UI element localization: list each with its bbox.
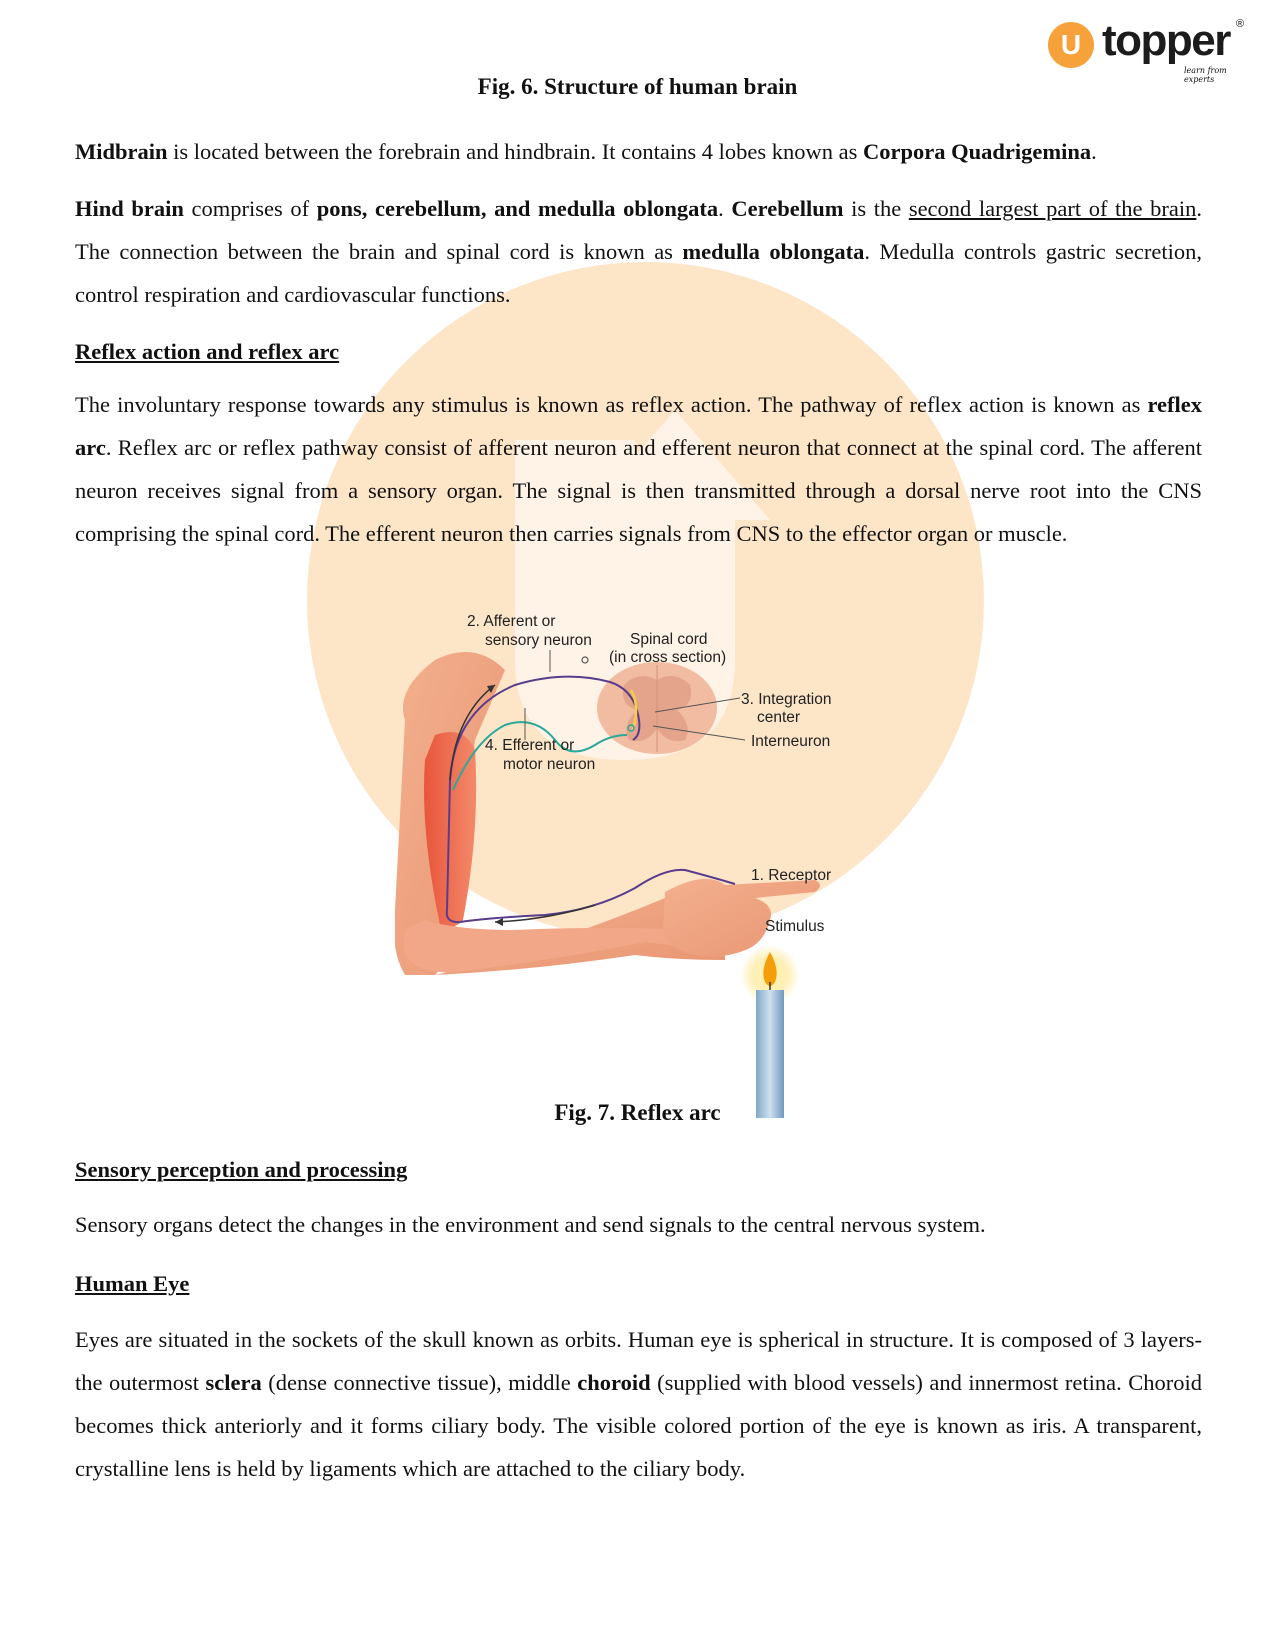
logo-wordmark: topper xyxy=(1102,16,1230,65)
hindbrain-parts: pons, cerebellum, and medulla oblongata xyxy=(316,196,719,221)
second-largest-underlined: second largest part of the brain xyxy=(908,196,1197,221)
label-receptor: 1. Receptor xyxy=(751,867,832,884)
hindbrain-text-end: . Medulla controls gastric secretion, control respiration and cardiovascular functions. xyxy=(75,239,1202,307)
reflex-heading: Reflex action and reflex arc xyxy=(75,339,340,364)
label-afferent-2: sensory neuron xyxy=(485,632,592,649)
midbrain-section xyxy=(75,130,1202,173)
logo-tagline: learn from experts xyxy=(1184,66,1227,84)
sclera-term: sclera xyxy=(205,1370,262,1395)
logo-registered: ® xyxy=(1236,18,1245,30)
fig6-caption: Fig. 6. Structure of human brain xyxy=(477,74,798,99)
hindbrain-paragraph xyxy=(75,187,1202,316)
eye-text: (dense connective tissue), middle xyxy=(261,1370,578,1395)
label-spinal-cord-2: (in cross section) xyxy=(609,649,727,666)
hindbrain-text: is the xyxy=(843,196,909,221)
hindbrain-text: . xyxy=(718,196,732,221)
reflex-arc-term: reflex arc xyxy=(75,392,1202,460)
reflex-paragraph xyxy=(75,383,1202,555)
reflex-text: The involuntary response towards any stimulus is known as reflex action. The pathway of reflex action is known as xyxy=(75,392,1148,417)
label-integration: 3. Integration xyxy=(741,691,832,708)
corpora-term: Corpora Quadrigemina xyxy=(862,139,1092,164)
candle xyxy=(756,990,784,1118)
cerebellum-term: Cerebellum xyxy=(731,196,844,221)
eye-paragraph xyxy=(75,1318,1202,1490)
medulla-term: medulla oblongata xyxy=(682,239,865,264)
reflex-text-end: . Reflex arc or reflex pathway consist of afferent neuron and efferent neuron that connect at the spinal cord. The afferent neuron receives signal from a sensory organ. The signal is then transmitted through a dorsal nerve root into the CNS comprising the spinal cord. The efferent neuron then carries signals from CNS to the effector organ or muscle. xyxy=(75,435,1202,546)
hindbrain-term: Hind brain xyxy=(75,196,184,221)
reflex-arc-figure xyxy=(395,613,915,1120)
label-stimulus: Stimulus xyxy=(765,918,825,935)
eye-text-end: (supplied with blood vessels) and innermost retina. Choroid becomes thick anteriorly and it forms ciliary body. The visible colored portion of the eye is known as iris. A transparent, crystalline lens is held by ligaments which are attached to the ciliary body. xyxy=(75,1370,1203,1481)
label-efferent: 4. Efferent or xyxy=(485,737,575,754)
choroid-term: choroid xyxy=(577,1370,651,1395)
sensory-heading: Sensory perception and processing xyxy=(75,1157,408,1182)
label-efferent-2: motor neuron xyxy=(503,756,596,773)
hindbrain-text: . The connection between the brain and spinal cord is known as xyxy=(75,196,1203,264)
signal-arrow-lower xyxy=(495,905,595,922)
label-spinal-cord: Spinal cord xyxy=(630,631,708,648)
eye-text: Eyes are situated in the sockets of the skull known as orbits. Human eye is spherical in structure. It is composed of 3 layers- the outermost xyxy=(75,1327,1202,1395)
eye-heading-wrap xyxy=(75,1271,1202,1297)
midbrain-paragraph xyxy=(75,130,1202,173)
topper-logo xyxy=(1048,16,1248,84)
ganglion-icon xyxy=(582,657,588,663)
midbrain-term: Midbrain xyxy=(75,139,168,164)
fig7-caption: Fig. 7. Reflex arc xyxy=(554,1100,721,1125)
eye-heading: Human Eye xyxy=(75,1271,190,1296)
sensory-paragraph: Sensory organs detect the changes in the environment and send signals to the central nervous system. xyxy=(75,1212,986,1237)
reflex-heading-wrap xyxy=(75,339,1202,365)
sensory-heading-wrap xyxy=(75,1157,1202,1183)
midbrain-text: is located between the forebrain and hindbrain. It contains 4 lobes known as xyxy=(167,139,863,164)
reflex-section xyxy=(75,383,1202,555)
label-integration-2: center xyxy=(757,709,801,726)
logo-mark-icon: U xyxy=(1048,22,1094,68)
label-afferent: 2. Afferent or xyxy=(467,613,556,630)
eye-section xyxy=(75,1318,1202,1490)
hindbrain-section xyxy=(75,187,1202,316)
hindbrain-text: comprises of xyxy=(183,196,317,221)
midbrain-text-end: . xyxy=(1091,139,1097,164)
sensory-section xyxy=(75,1203,1202,1246)
reflex-arc-illustration xyxy=(395,630,915,1120)
label-interneuron: Interneuron xyxy=(751,733,831,750)
